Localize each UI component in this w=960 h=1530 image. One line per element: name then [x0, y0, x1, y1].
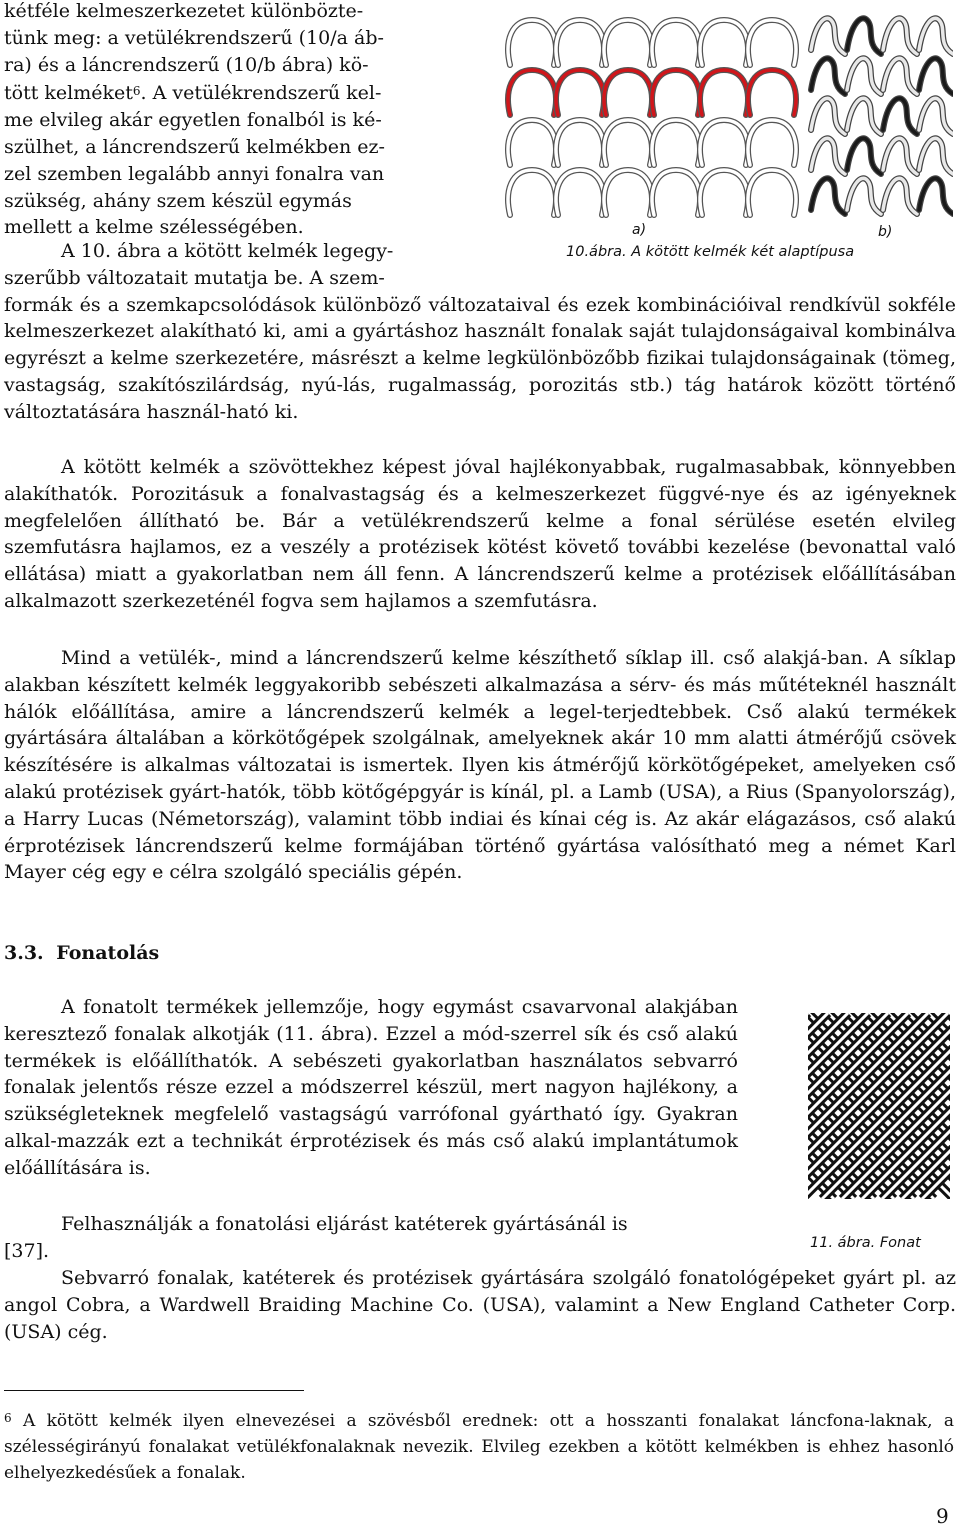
paragraph-forms: Mind a vetülék-, mind a láncrendszerű kelme készíthető síklap ill. cső alakjá-ban. A síklap alakban készített kelmék leggyakoribb sebészeti alkalmazása a sérv- és más műtéteknél használt hálók előállítása, amire a láncrendszerű kelmék a legel-terjedtebbek. Cső alakú termékek gyártására általában a körkötőgépek szolgálnak, amelyeknek akár 10 mm alatti átmérőjű csövek készítésére is alkalmas változatai is ismertek. Ilyen kis átmérőjű körkötőgépeket, amelyeken cső alakú protézisek gyárt-hatók, több kötőgépgyár is kínál, pl. a Lamb (USA), a Rius (Spanyolország), a Harry Lucas (Németország), valamint több indiai és kínai cég is. Az akár elágazásos, cső alakú érprotézisek láncrendszerű kelme formájában történő gyártása valósítható meg a német Karl Mayer cég egy e célra szolgáló speciális gépén.	[4, 647, 956, 884]
knit-loop	[700, 20, 748, 65]
paragraph-figure-reference	[4, 238, 956, 426]
knit-loop	[652, 120, 700, 165]
intro-line: me elvileg akár egyetlen fonalból is ké-	[4, 109, 382, 132]
para2-line1: A 10. ábra a kötött kelmék legegy-	[61, 240, 394, 262]
intro-line: szükség, ahány szem készül egymás	[4, 189, 352, 212]
knit-loop-red	[508, 70, 556, 115]
intro-line: szülhet, a láncrendszerű kelmékben ez-	[4, 135, 385, 158]
knit-loop	[556, 120, 604, 165]
knit-loop	[652, 170, 700, 215]
intro-line: kétféle kelmeszerkezetet különbözte-	[4, 0, 364, 22]
section-title: Fonatolás	[56, 942, 160, 964]
knit-loop-red	[748, 70, 796, 115]
knit-loop	[748, 120, 796, 165]
footnote-text: A kötött kelmék ilyen elnevezései a szövésből erednek: ott a hosszanti fonalakat láncfona-laknak, a szélességirányú fonalakat vetülékfonalaknak nevezik. Elvileg ezekben a kötött kelmékben is ehhez hasonló elhelyezkedésűek a fonalak.	[4, 1411, 954, 1483]
knit-loop	[604, 20, 652, 65]
para6-line1: Felhasználják a fonatolási eljárást katéterek gyártásánál is	[61, 1213, 628, 1235]
knit-loop	[652, 20, 700, 65]
knit-loop	[508, 170, 556, 215]
knit-loop	[556, 20, 604, 65]
knit-loop-red	[556, 70, 604, 115]
figure-11-caption: 11. ábra. Fonat	[810, 1235, 921, 1251]
figure-11	[808, 1013, 956, 1253]
intro-line: tünk meg: a vetülékrendszerű (10/a áb-	[4, 26, 384, 49]
section-number: 3.3.	[4, 942, 44, 964]
warp-knit-illustration	[803, 10, 953, 220]
para6-line2: [37].	[4, 1239, 50, 1262]
weft-knit-illustration	[500, 10, 800, 220]
knit-loop	[604, 170, 652, 215]
footnote	[4, 1405, 954, 1486]
figure-10-caption: 10.ábra. A kötött kelmék két alaptípusa	[566, 244, 855, 260]
intro-paragraph	[4, 0, 475, 241]
knit-loop	[748, 170, 796, 215]
paragraph-catheters	[4, 1211, 738, 1265]
knit-loop	[556, 170, 604, 215]
braid-illustration	[808, 1013, 950, 1199]
paragraph-manufacturers: Sebvarró fonalak, katéterek és protézisek gyártására szolgáló fonatológépeket gyárt pl. az angol Cobra, a Wardwell Braiding Machine Co. (USA), valamint a New England Catheter Corp. (USA) cég.	[4, 1267, 956, 1343]
figure-10-label-b: b)	[878, 224, 893, 240]
page-number: 9	[936, 1504, 949, 1528]
footnote-mark: 6	[4, 1411, 12, 1425]
para2-rest: formák és a szemkapcsolódások különböző változataival és ezek kombinációival rendkívül sokféle kelmeszerkezet alakítható ki, ami a gyártáshoz használt fonalak saját tulajdonságaival kombinálva egyrészt a kelme szerkezetére, másrészt a kelme legkülönbözőbb fizikai tulajdonságainak (tömeg, vastagság, szakítószilárdság, nyú-lás, rugalmasság, porozitás stb.) tág határok között történő változtatására használ-ható ki.	[4, 293, 956, 423]
intro-line: ra) és a láncrendszerű (10/b ábra) kö-	[4, 53, 369, 76]
intro-line-with-footnote	[4, 78, 475, 107]
intro-line: zel szemben legalább annyi fonalra van	[4, 162, 385, 185]
knit-loop-red	[604, 70, 652, 115]
knit-loop-red	[652, 70, 700, 115]
knit-loop	[700, 170, 748, 215]
footnote-reference: 6	[132, 84, 141, 99]
knit-loop	[604, 120, 652, 165]
knit-loop	[508, 120, 556, 165]
paragraph-braiding: A fonatolt termékek jellemzője, hogy egymást csavarvonal alakjában keresztező fonalak alkotják (11. ábra). Ezzel a mód-szerrel sík és cső alakú termékek is előállíthatók. A sebészeti gyakorlatban használatos sebvarró fonalak jelentős része ezzel a módszerrel készül, mert nagyon hajlékony, a szükségleteknek megfelelő vastagságú varrófonal gyártható így. Gyakran alkal-mazzák ezt a technikát érprotézisek és más cső alakú implantátumok előállítására is.	[4, 996, 738, 1179]
intro-text: . A vetülékrendszerű kel-	[140, 82, 382, 105]
knit-loop	[508, 20, 556, 65]
figure-10-label-a: a)	[632, 222, 647, 238]
section-heading	[4, 942, 159, 964]
intro-line: mellett a kelme szélességében.	[4, 216, 304, 239]
para2-line2: szerűbb változatait mutatja be. A szem-	[4, 266, 385, 289]
knit-loop	[748, 20, 796, 65]
knit-loop-red	[700, 70, 748, 115]
intro-text: tött kelméket	[4, 82, 133, 105]
knit-loop	[700, 120, 748, 165]
paragraph-properties: A kötött kelmék a szövöttekhez képest jóval hajlékonyabbak, rugalmasabbak, könnyebben alakíthatók. Porozitásuk a fonalvastagság és a kelmeszerkezet függvé-nye és az igényeknek megfelelően állítható be. Bár a vetülékrendszerű kelme a fonal sérülése esetén elvileg szemfutásra hajlamos, ez a veszély a protézisek kötést követő további kezelése (bevonattal való ellátása) miatt a gyakorlatban nem áll fenn. A láncrendszerű kelme a protézisek előállításában alkalmazott szerkezeténél fogva sem hajlamos a szemfutásra.	[4, 456, 956, 612]
footnote-separator	[4, 1390, 304, 1391]
figure-10	[500, 10, 955, 262]
